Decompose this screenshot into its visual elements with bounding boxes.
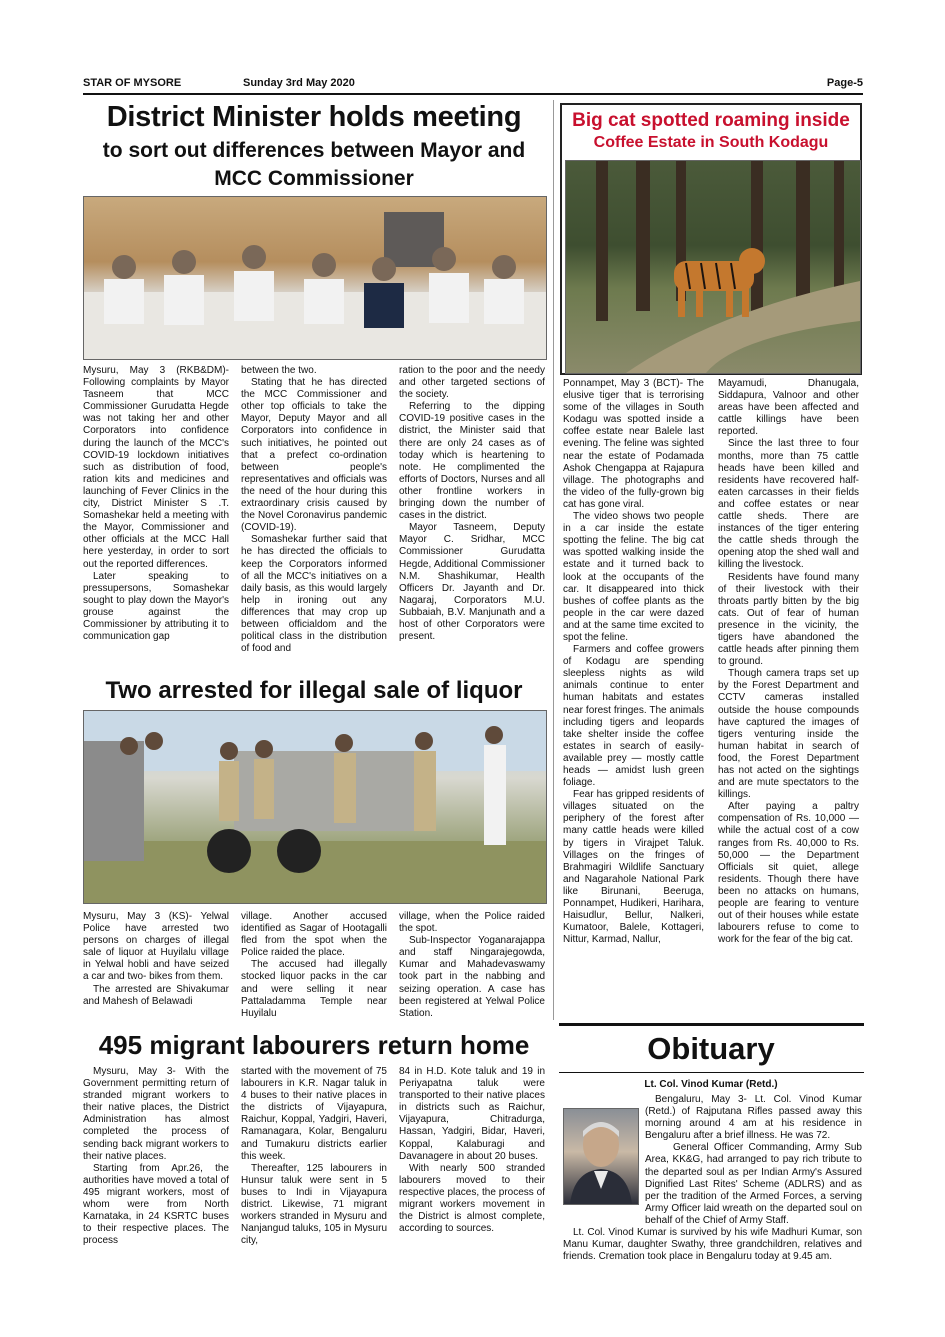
obituary-name: Lt. Col. Vinod Kumar (Retd.) [644,1079,778,1090]
paragraph: Residents have found many of their livestock with their throats partly bitten by the big cats. Out of fear of human presence in the vicinity, the tigers have abandoned the cattle heads after pinning them to ground. [718,571,859,668]
tiger-photo [565,160,861,374]
masthead [83,77,863,93]
story2-headline[interactable]: Big cat spotted roaming inside [572,110,850,131]
obituary-top-rule [559,1023,864,1026]
obituary-paragraph-3: Lt. Col. Vinod Kumar is survived by his wife Madhuri Kumar, son Manu Kumar, daughter Swathy, three grandchildren, relatives and friends. Cremation took place in Bengaluru today at 9.45 am. [563,1227,862,1263]
obituary-rule [559,1072,864,1073]
paragraph: Stating that he has directed the MCC Commissioner and other top officials to take the Mayor, Deputy Mayor and all Corporators into confidence in such initiatives, he pointed out that a prefect co-ordination between people's representatives and officials was the need of the hour during this extraordinary crisis caused by the Novel Coronavirus pandemic (COVID-19). [241,377,387,534]
paragraph: Though camera traps set up by the Forest Department and CCTV cameras installed outside the house compounds have captured the images of tigers venturing inside the human habitat in search of food, the Forest Department has not acted on the sightings and are mute spectators to the killings. [718,668,859,801]
story3-headline[interactable]: Two arrested for illegal sale of liquor [105,677,523,704]
paragraph: The accused had illegally stocked liquor packs in the car and were selling it near Pattaladamma Temple near Huyilalu [241,959,387,1019]
story1-column-1 [83,365,229,643]
story1-subheadline: to sort out differences between Mayor and MCC Commissioner [102,139,526,190]
paragraph: Later speaking to pressupersons, Somashekar sought to play down the Mayor's grouse against the Commissioner by attributing it to communication gap [83,570,229,643]
tiger-photo-illustration [566,161,860,373]
paragraph: Mayamudi, Dhanugala, Siddapura, Valnoor and other areas have been affected and cattle killings have been reported. [718,378,859,438]
obituary-body [563,1094,862,1263]
paragraph: 84 in H.D. Kote taluk and 19 in Periyapatna taluk were transported to their native places in districts such as Raichur, Vijayapura, Chitradurga, Hassan, Yadgiri, Bidar, Haveri, Koppal, Kalaburagi and Davanagere in about 20 buses. [399,1066,545,1162]
story3-column-3 [399,911,545,1020]
story4-column-1 [83,1066,229,1247]
story3-column-2 [241,911,387,1020]
story4-column-3 [399,1066,545,1235]
paragraph: Thereafter, 125 labourers in Hunsur taluk were sent in 5 buses to Indi in Vijayapura district. Likewise, 71 migrant workers stranded in Mysuru and Nanjangud taluks, 105 in Mysuru city, [241,1162,387,1247]
column-divider [553,100,554,1020]
paragraph: The video shows two people in a car inside the estate spotting the feline. The big cat was spotted walking inside the estate and it turned back to look at the occupants of the car. It disappeared into thick bushes of coffee plants as the people in the car were dazed and at the same time excited to spot the feline. [563,511,704,643]
paragraph: Since the last three to four months, more than 75 cattle heads have been killed and residents have recovered half-eaten carcasses in their fields and coffee estates or near cattle sheds. There are instances of the tiger entering the cattle sheds through the opening atop the shed wall and killing the livestock. [718,438,859,571]
issue-date: Sunday 3rd May 2020 [243,77,355,89]
obituary-paragraph-1: Bengaluru, May 3- Lt. Col. Vinod Kumar (Retd.) of Rajputana Rifles passed away this morning around 4 am at his residence in Bengaluru after a brief illness. He was 72. [645,1094,862,1142]
paragraph: ration to the poor and the needy and other targeted sections of the society. [399,365,545,401]
paragraph: The arrested are Shivakumar and Mahesh of Belawadi [83,983,229,1007]
paragraph: Somashekar further said that he has directed the officials to keep the Corporators informed of all the MCC's initiatives on a daily basis, as this would largely help in ironing out any differences that may crop up between officialdom and the political class in the distribution of food and [241,534,387,655]
newspaper-name: STAR OF MYSORE [83,77,182,89]
paragraph: between the two. [241,365,317,376]
story3-column-1 [83,911,229,1008]
paragraph: Mysuru, May 3- With the Government permitting return of stranded migrant workers to their native places, the District Administration has almost completed the process of sending back migrant workers to their native places. [83,1066,229,1162]
paragraph: Sub-Inspector Yoganarajappa and staff Ningarajegowda, Kumar and Mahadevaswamy took part in the nabbing and seizing operation. A case has been registered at Yelwal Police Station. [399,935,545,1019]
story1-headline[interactable]: District Minister holds meeting [106,101,522,133]
story4-headline[interactable]: 495 migrant labourers return home [98,1030,530,1060]
paragraph: Mysuru, May 3 (RKB&DM)- Following complaints by Mayor Tasneem that MCC Commissioner Gurudatta Hegde was not taking her and other Corporators into confidence during the launch of the MCC's COVID-19 lockdown initiatives such as distribution of food, ration kits and medicines and launching of Fever Clinics in the city, District Minister S .T. Somashekar held a meeting with the Mayor, Commissioner and other officials at the MCC Hall here yesterday, in order to sort out the reported differences. [83,365,229,570]
story1-column-2 [241,365,387,655]
obituary-paragraph-2: General Officer Commanding, Army Sub Area, KK&G, had arranged to pay rich tribute to the departed soul as per Indian Army's Assured Dignified Last Rites' Scheme (ADLRS) and as per the tradition of the Armed Forces, a serving Army Officer laid wreath on the departed soul on behalf of the Chief of Army Staff. [645,1142,862,1226]
liquor-arrest-photo [83,710,547,904]
meeting-photo [83,196,547,360]
paragraph: Starting from Apr.26, the authorities have moved a total of 495 migrant workers, most of whom were from North Karnataka, in 24 KSRTC buses to their respective places. The process [83,1162,229,1247]
paragraph: village. Another accused identified as Sagar of Hootagalli fled from the spot when the Police raided the place. [241,911,387,959]
paragraph: Mysuru, May 3 (KS)- Yelwal Police have arrested two persons on charges of illegal sale of liquor at Huyilalu village in Yelwal hobli and have seized a car and two- bikes from them. [83,911,229,983]
liquor-arrest-photo-illustration [84,711,546,903]
paragraph: After paying a paltry compensation of Rs. 10,000 — while the actual cost of a cow ranges from Rs. 40,000 to Rs. 50,000 — the Department Officials sit quiet, allege residents. Though there have been no attacks on humans, people are fearing to venture out of their houses while estate labourers refuse to come to work for the fear of the big cat. [718,801,859,946]
paragraph: With nearly 500 stranded labourers moved to their respective places, the process of migrant workers movement in the District is almost complete, according to sources. [399,1162,545,1235]
paragraph: started with the movement of 75 labourers in K.R. Nagar taluk in 4 buses to their native places in the districts of Vijayapura, Raichur, Koppal, Yadgiri, Haveri, Ramanagara, Kolar, Bengaluru and Tumakuru districts earlier this week. [241,1066,387,1162]
page-number: Page-5 [826,77,863,89]
paragraph: village, when the Police raided the spot. [399,911,545,935]
paragraph: Referring to the dipping COVID-19 positive cases in the district, the Minister said that there are only 24 cases as of today which is heartening to note. He complimented the efforts of Doctors, Nurses and all other frontline workers in bringing down the number of cases in the district. [399,401,545,522]
story4-column-2 [241,1066,387,1247]
story1-column-3 [399,365,545,643]
story2-subheadline: Coffee Estate in South Kodagu [593,134,829,151]
masthead-rule [83,93,863,95]
paragraph: Mayor Tasneem, Deputy Mayor C. Sridhar, MCC Commissioner Gurudatta Hegde, Additional Commissioner N.M. Shashikumar, Health Officers Dr. Jayanth and Dr. Nagaraj, Corporators M.U. Subbaiah, B.V. Manjunath and a host of other Corporators were present. [399,522,545,643]
meeting-photo-illustration [84,197,546,359]
story2-column-1 [563,378,704,946]
paragraph: Ponnampet, May 3 (BCT)- The elusive tiger that is terrorising some of the villages in South Kodagu was spotted inside a coffee estate near Balele last evening. The feline was sighted near the estate of Podamada Ashok Chengappa at Rajapura village. The photographs and the video of the fully-grown big cat has gone viral. [563,378,704,510]
paragraph: Fear has gripped residents of villages situated on the periphery of the forest after many cattle heads were killed by tigers in Virajpet Taluk. Villages on the fringes of Brahmagiri Wildlife Sanctuary and Nagarahole National Park like Birunani, Beeruga, Ponnampet, Hudikeri, Harihara, Haisudlur, Bellur, Nalkeri, Kumatoor, Balele, Kottageri, Nittur, Karmad, Nallur, [563,789,704,946]
story2-column-2 [718,378,859,946]
paragraph: Farmers and coffee growers of Kodagu are spending sleepless nights as wild animals continue to enter human habitats and estates near forest fringes. The animals including tigers and leopards take shelter inside the coffee estates in search of easily-available prey — mostly cattle heads — amidst lush green foliage. [563,644,704,789]
obituary-title: Obituary [647,1031,775,1066]
